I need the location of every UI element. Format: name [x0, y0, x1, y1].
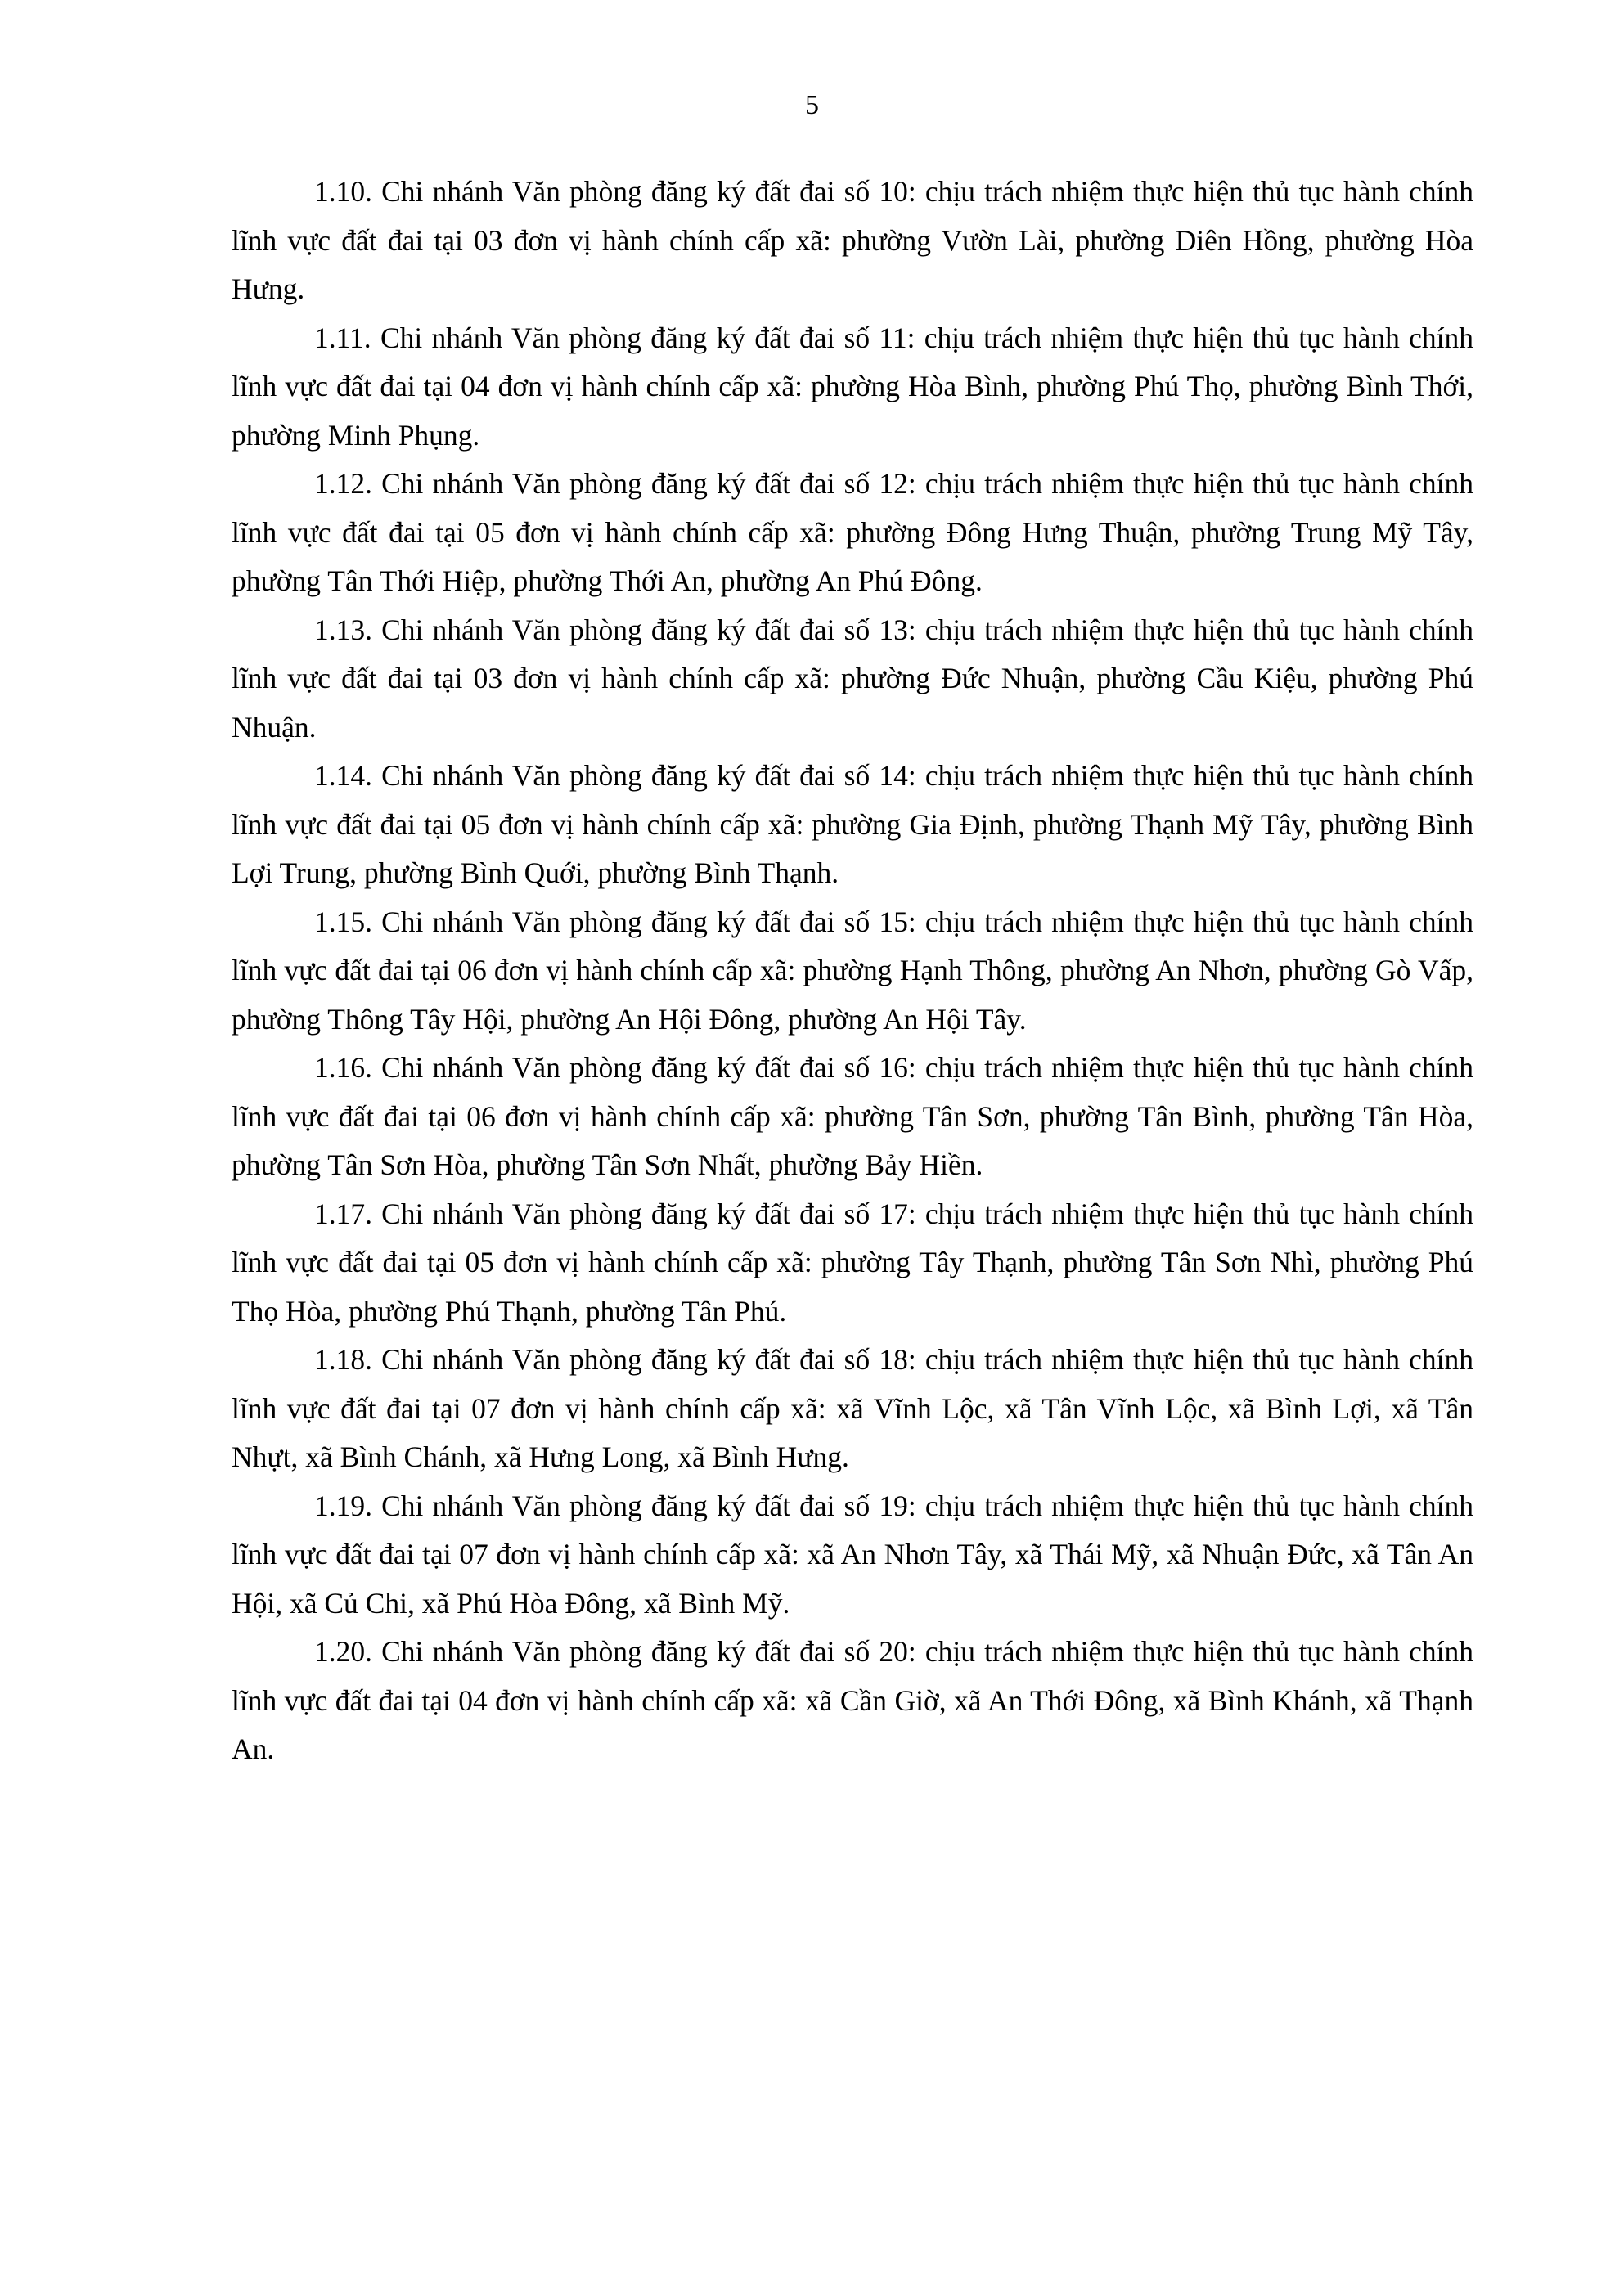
document-paragraph: 1.19. Chi nhánh Văn phòng đăng ký đất đai số 19: chịu trách nhiệm thực hiện thủ tục hành chính lĩnh vực đất đai tại 07 đơn vị hành chính cấp xã: xã An Nhơn Tây, xã Thái Mỹ, xã Nhuận Đức, xã Tân An Hội, xã Củ Chi, xã Phú Hòa Đông, xã Bình Mỹ.	[232, 1489, 1473, 1620]
document-paragraph: 1.12. Chi nhánh Văn phòng đăng ký đất đai số 12: chịu trách nhiệm thực hiện thủ tục hành chính lĩnh vực đất đai tại 05 đơn vị hành chính cấp xã: phường Đông Hưng Thuận, phường Trung Mỹ Tây, phường Tân Thới Hiệp, phường Thới An, phường An Phú Đông.	[232, 467, 1473, 597]
document-paragraph: 1.11. Chi nhánh Văn phòng đăng ký đất đai số 11: chịu trách nhiệm thực hiện thủ tục hành chính lĩnh vực đất đai tại 04 đơn vị hành chính cấp xã: phường Hòa Bình, phường Phú Thọ, phường Bình Thới, phường Minh Phụng.	[232, 321, 1473, 452]
document-body	[232, 168, 1473, 1774]
document-paragraph: 1.17. Chi nhánh Văn phòng đăng ký đất đai số 17: chịu trách nhiệm thực hiện thủ tục hành chính lĩnh vực đất đai tại 05 đơn vị hành chính cấp xã: phường Tây Thạnh, phường Tân Sơn Nhì, phường Phú Thọ Hòa, phường Phú Thạnh, phường Tân Phú.	[232, 1197, 1473, 1328]
document-paragraph: 1.14. Chi nhánh Văn phòng đăng ký đất đai số 14: chịu trách nhiệm thực hiện thủ tục hành chính lĩnh vực đất đai tại 05 đơn vị hành chính cấp xã: phường Gia Định, phường Thạnh Mỹ Tây, phường Bình Lợi Trung, phường Bình Quới, phường Bình Thạnh.	[232, 759, 1473, 889]
document-paragraph: 1.13. Chi nhánh Văn phòng đăng ký đất đai số 13: chịu trách nhiệm thực hiện thủ tục hành chính lĩnh vực đất đai tại 03 đơn vị hành chính cấp xã: phường Đức Nhuận, phường Cầu Kiệu, phường Phú Nhuận.	[232, 613, 1473, 744]
document-paragraph: 1.15. Chi nhánh Văn phòng đăng ký đất đai số 15: chịu trách nhiệm thực hiện thủ tục hành chính lĩnh vực đất đai tại 06 đơn vị hành chính cấp xã: phường Hạnh Thông, phường An Nhơn, phường Gò Vấp, phường Thông Tây Hội, phường An Hội Đông, phường An Hội Tây.	[232, 905, 1473, 1036]
document-paragraph: 1.18. Chi nhánh Văn phòng đăng ký đất đai số 18: chịu trách nhiệm thực hiện thủ tục hành chính lĩnh vực đất đai tại 07 đơn vị hành chính cấp xã: xã Vĩnh Lộc, xã Tân Vĩnh Lộc, xã Bình Lợi, xã Tân Nhựt, xã Bình Chánh, xã Hưng Long, xã Bình Hưng.	[232, 1343, 1473, 1473]
document-paragraph: 1.20. Chi nhánh Văn phòng đăng ký đất đai số 20: chịu trách nhiệm thực hiện thủ tục hành chính lĩnh vực đất đai tại 04 đơn vị hành chính cấp xã: xã Cần Giờ, xã An Thới Đông, xã Bình Khánh, xã Thạnh An.	[232, 1635, 1473, 1765]
document-paragraph: 1.10. Chi nhánh Văn phòng đăng ký đất đai số 10: chịu trách nhiệm thực hiện thủ tục hành chính lĩnh vực đất đai tại 03 đơn vị hành chính cấp xã: phường Vườn Lài, phường Diên Hồng, phường Hòa Hưng.	[232, 175, 1473, 305]
document-paragraph: 1.16. Chi nhánh Văn phòng đăng ký đất đai số 16: chịu trách nhiệm thực hiện thủ tục hành chính lĩnh vực đất đai tại 06 đơn vị hành chính cấp xã: phường Tân Sơn, phường Tân Bình, phường Tân Hòa, phường Tân Sơn Hòa, phường Tân Sơn Nhất, phường Bảy Hiền.	[232, 1051, 1473, 1181]
page-number: 5	[805, 90, 819, 120]
